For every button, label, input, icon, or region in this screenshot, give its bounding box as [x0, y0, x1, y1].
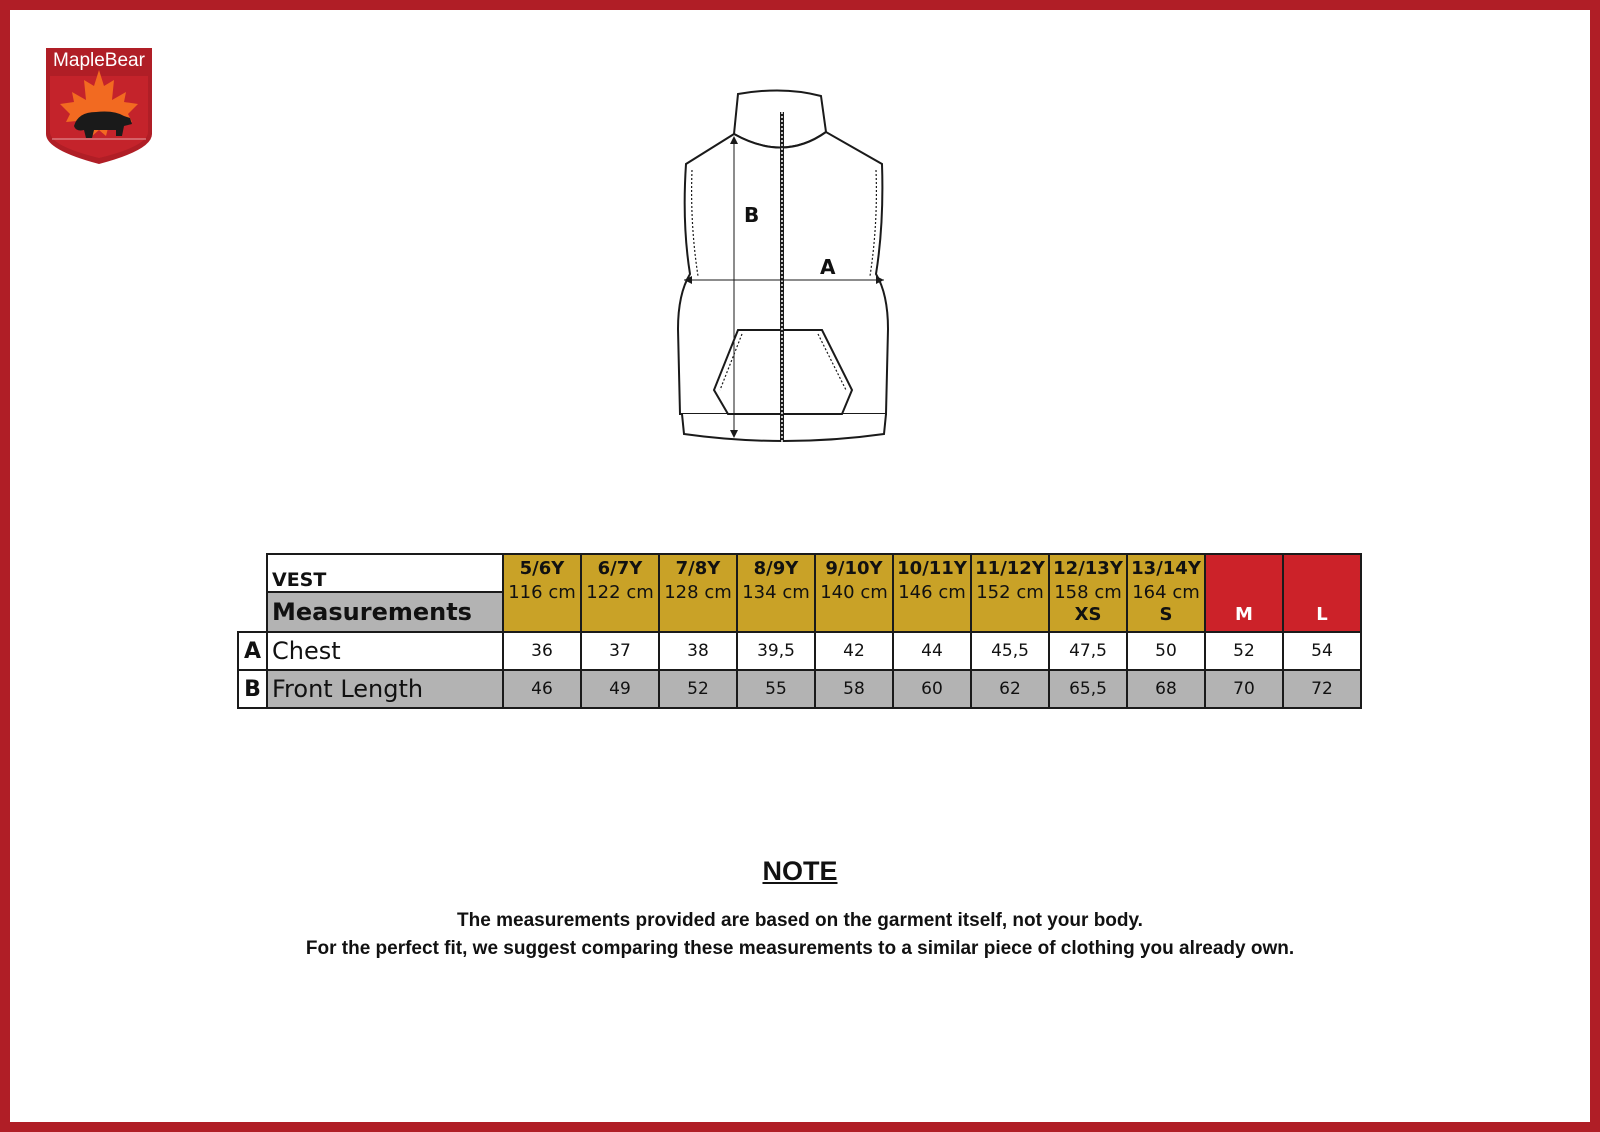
cell-value: 50 [1127, 632, 1205, 670]
size-col-2: 6/7Y 122 cm [581, 554, 659, 632]
size-col-9: 13/14Y 164 cm S [1127, 554, 1205, 632]
cell-value: 38 [659, 632, 737, 670]
note-line-2: For the perfect fit, we suggest comparing these measurements to a similar piece of clothing you already own. [305, 938, 1295, 959]
row-key: A [238, 632, 267, 670]
size-col-7: 11/12Y 152 cm [971, 554, 1049, 632]
cell-value: 52 [659, 670, 737, 708]
cell-value: 55 [737, 670, 815, 708]
note-title: NOTE [762, 856, 838, 886]
cell-value: 60 [893, 670, 971, 708]
cell-value: 47,5 [1049, 632, 1127, 670]
size-col-8: 12/13Y 158 cm XS [1049, 554, 1127, 632]
cell-value: 62 [971, 670, 1049, 708]
cell-value: 52 [1205, 632, 1283, 670]
cell-value: 49 [581, 670, 659, 708]
cell-value: 36 [503, 632, 581, 670]
cell-value: 42 [815, 632, 893, 670]
row-name: Front Length [267, 670, 503, 708]
cell-value: 58 [815, 670, 893, 708]
measurements-label: Measurements [267, 592, 503, 632]
cell-value: 70 [1205, 670, 1283, 708]
size-col-1: 5/6Y 116 cm [503, 554, 581, 632]
cell-value: 65,5 [1049, 670, 1127, 708]
header-row-1 [238, 554, 1361, 592]
size-col-6: 10/11Y 146 cm [893, 554, 971, 632]
vest-diagram [676, 84, 916, 464]
cell-value: 72 [1283, 670, 1361, 708]
size-col-m: M [1205, 554, 1283, 632]
row-key: B [238, 670, 267, 708]
cell-value: 44 [893, 632, 971, 670]
size-col-3: 7/8Y 128 cm [659, 554, 737, 632]
table-row [238, 632, 1361, 670]
cell-value: 46 [503, 670, 581, 708]
label-a: A [820, 255, 836, 279]
svg-text:MapleBear: MapleBear [53, 50, 145, 71]
size-col-l: L [1283, 554, 1361, 632]
maplebear-logo [44, 46, 154, 166]
cell-value: 37 [581, 632, 659, 670]
size-col-4: 8/9Y 134 cm [737, 554, 815, 632]
size-chart-table [237, 553, 1362, 709]
cell-value: 54 [1283, 632, 1361, 670]
label-b: B [744, 203, 760, 227]
cell-value: 68 [1127, 670, 1205, 708]
size-col-5: 9/10Y 140 cm [815, 554, 893, 632]
cell-value: 39,5 [737, 632, 815, 670]
cell-value: 45,5 [971, 632, 1049, 670]
note-line-1: The measurements provided are based on the garment itself, not your body. [457, 910, 1143, 931]
table-row [238, 670, 1361, 708]
table-title: VEST [267, 554, 503, 592]
row-name: Chest [267, 632, 503, 670]
